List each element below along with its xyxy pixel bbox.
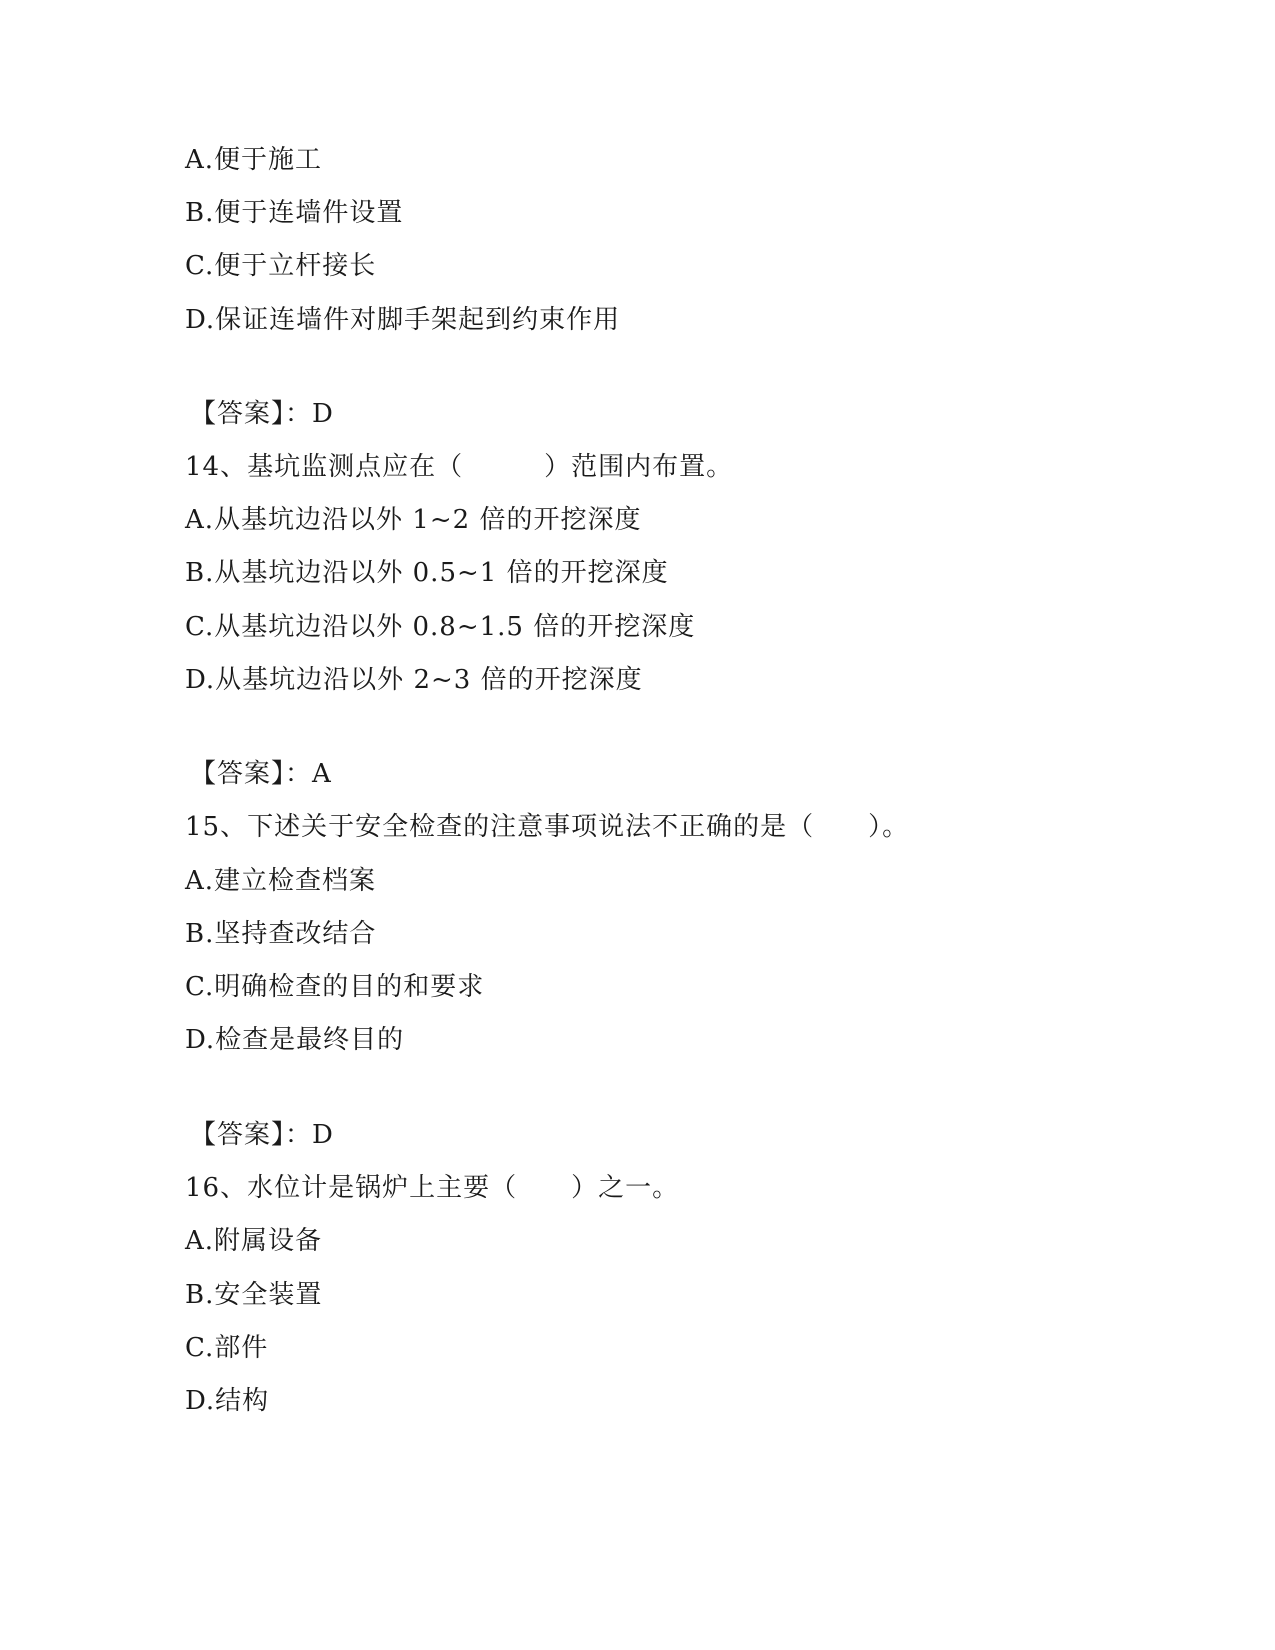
- q14-option-d: D.从基坑边沿以外 2~3 倍的开挖深度: [185, 665, 643, 695]
- q15-option-b: B.坚持查改结合: [185, 919, 377, 949]
- q14-option-b: B.从基坑边沿以外 0.5~1 倍的开挖深度: [185, 558, 669, 588]
- q14-question: 14、基坑监测点应在（ ）范围内布置。: [185, 452, 734, 482]
- q15-option-c: C.明确检查的目的和要求: [185, 972, 485, 1002]
- q15-answer: 【答案】：D: [190, 1120, 334, 1150]
- q16-option-c: C.部件: [185, 1333, 269, 1363]
- q16-question: 16、水位计是锅炉上主要（ ）之一。: [185, 1173, 680, 1203]
- q13-option-c: C.便于立杆接长: [185, 251, 377, 281]
- q13-answer: 【答案】：D: [190, 399, 334, 429]
- q14-option-c: C.从基坑边沿以外 0.8~1.5 倍的开挖深度: [185, 612, 696, 642]
- q14-answer: 【答案】：A: [190, 759, 332, 789]
- q16-option-d: D.结构: [185, 1386, 270, 1416]
- q16-option-a: A.附属设备: [185, 1226, 323, 1256]
- q15-question: 15、下述关于安全检查的注意事项说法不正确的是（ ）。: [185, 812, 910, 842]
- q13-option-d: D.保证连墙件对脚手架起到约束作用: [185, 305, 621, 335]
- q15-option-a: A.建立检查档案: [185, 866, 377, 896]
- q14-option-a: A.从基坑边沿以外 1~2 倍的开挖深度: [185, 505, 642, 535]
- q13-option-a: A.便于施工: [185, 145, 323, 175]
- q13-option-b: B.便于连墙件设置: [185, 198, 404, 228]
- q16-option-b: B.安全装置: [185, 1280, 323, 1310]
- q15-option-d: D.检查是最终目的: [185, 1025, 405, 1055]
